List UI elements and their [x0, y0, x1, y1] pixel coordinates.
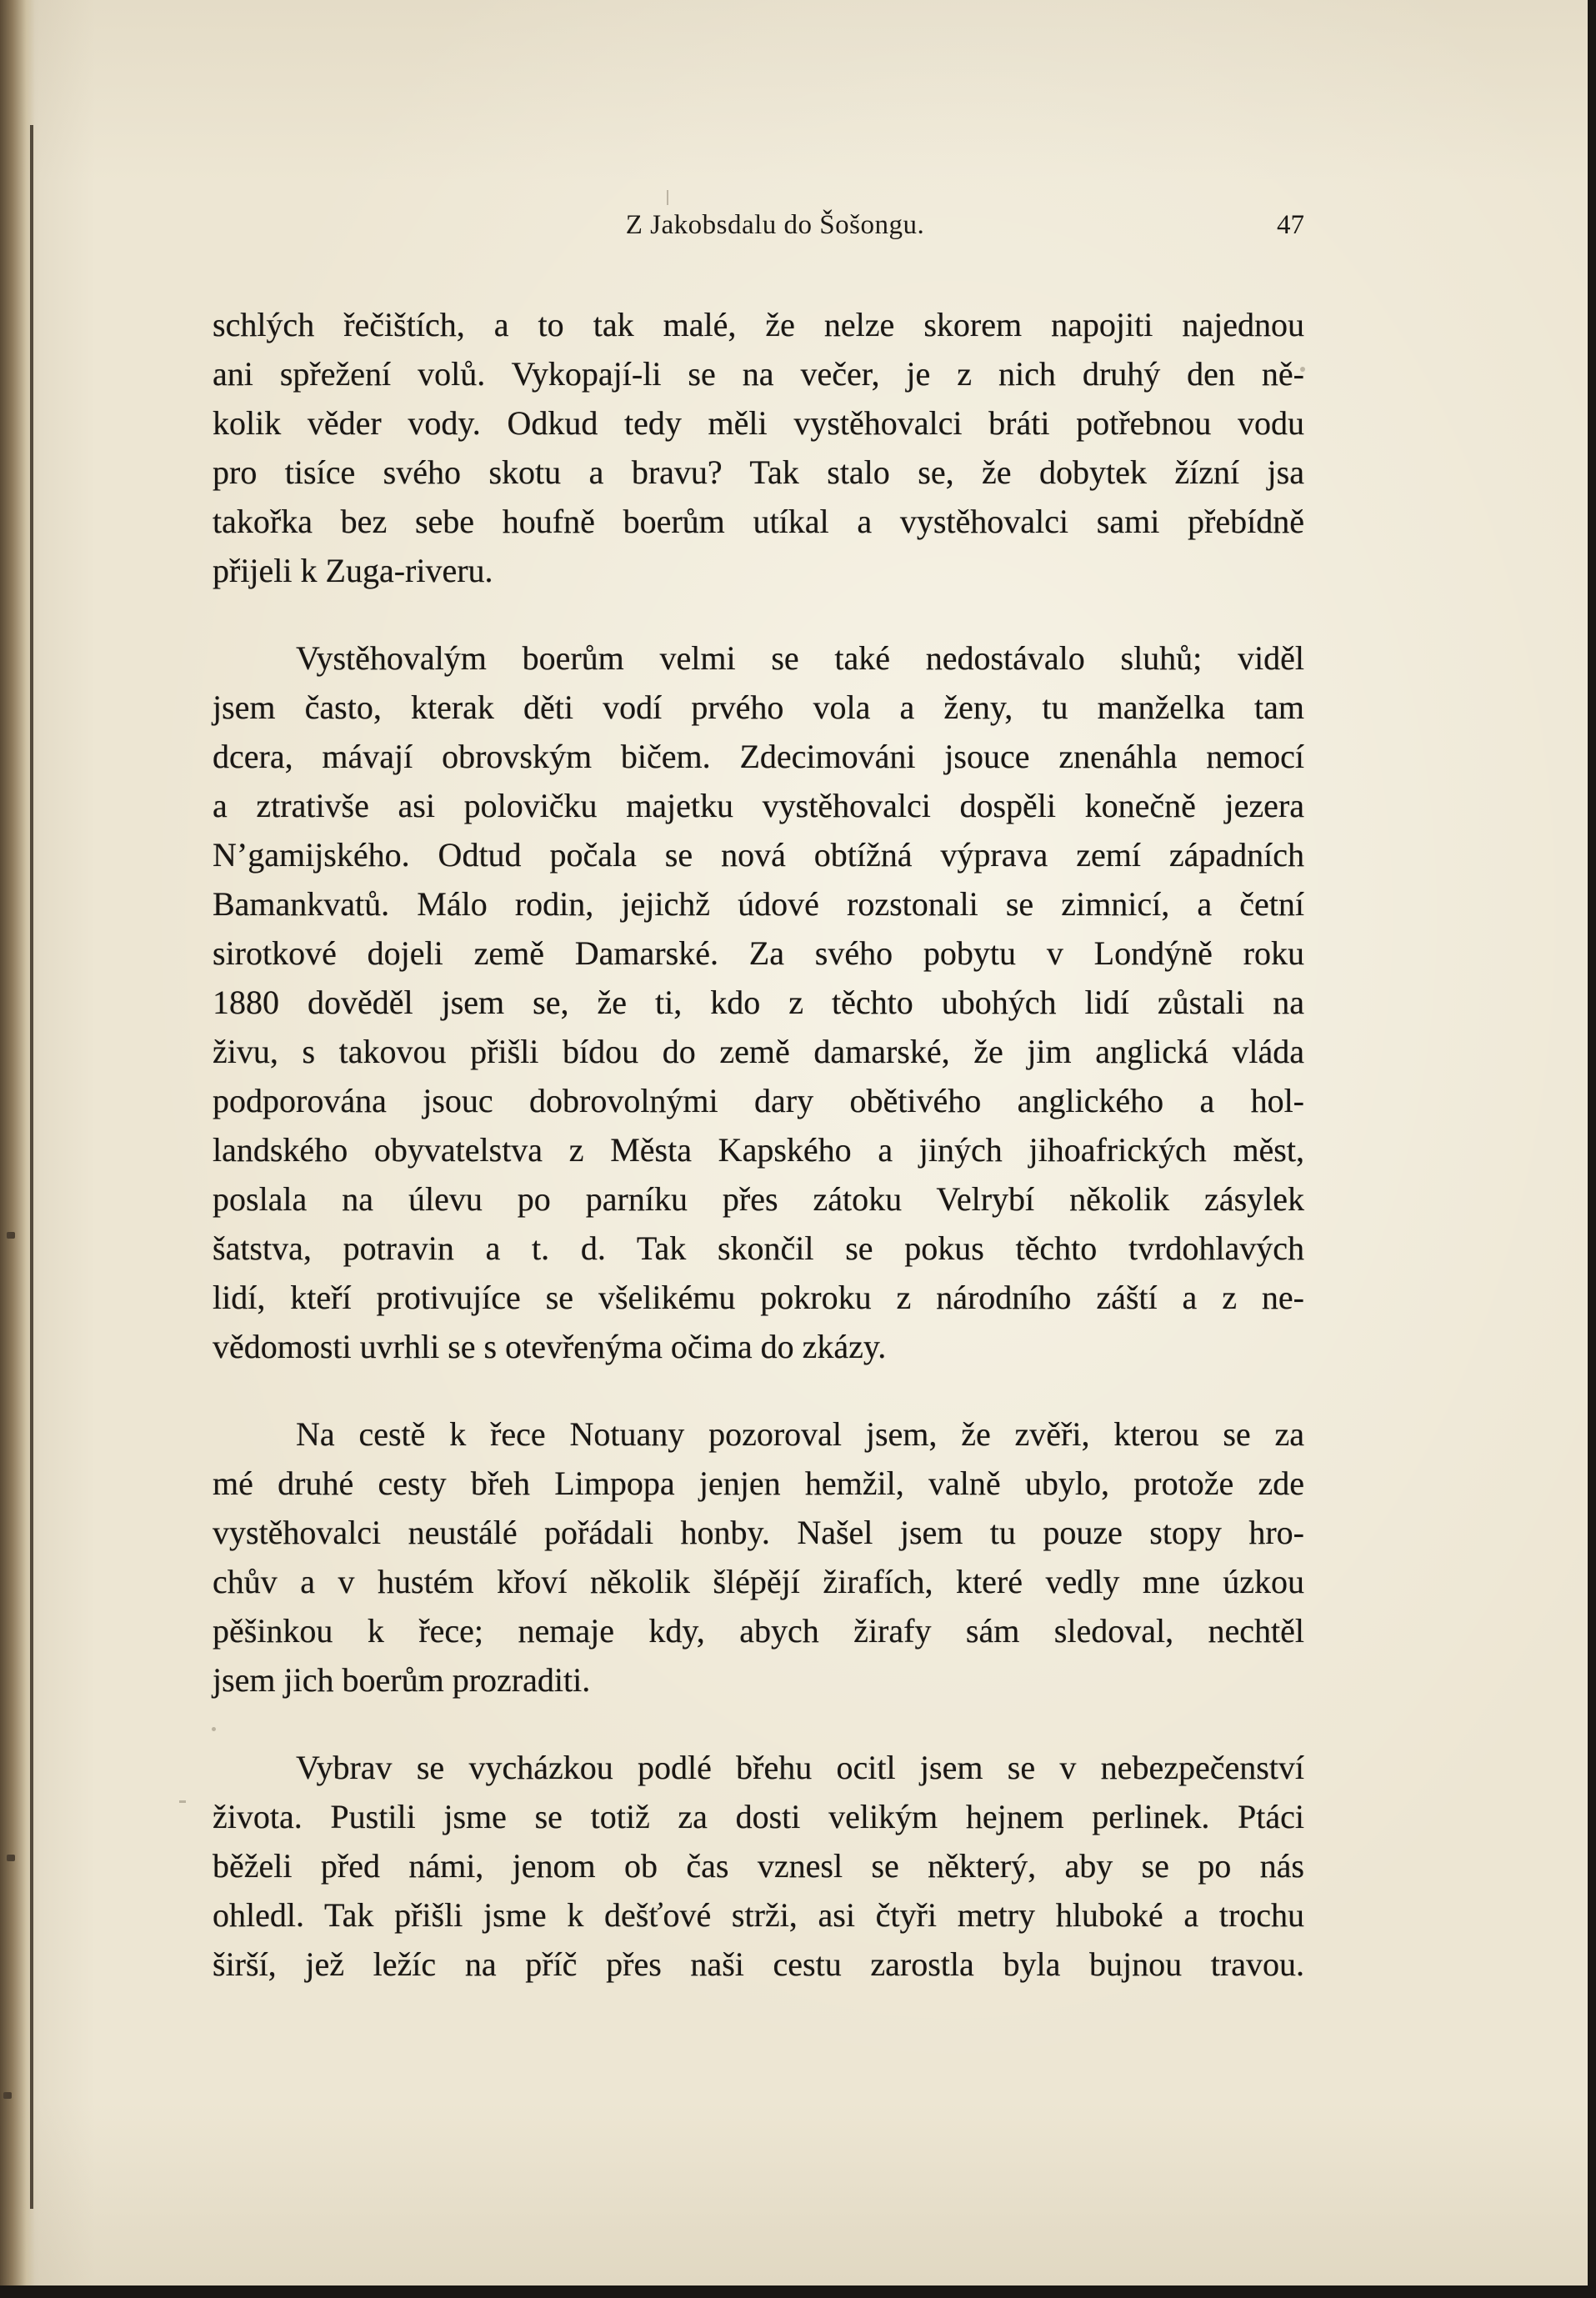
- binding-mark: [7, 1232, 15, 1239]
- text-line: širší, jež ležíc na příč přes naši cestu zarostla byla bujnou travou.: [213, 1945, 1304, 1983]
- paragraph-1: [213, 300, 1304, 595]
- paragraph-4: [213, 1743, 1304, 1989]
- text-line: sirotkové dojeli země Damarské. Za svého pobytu v Londýně roku: [213, 934, 1304, 972]
- text-line: vystěhovalci neustálé pořádali honby. Našel jsem tu pouze stopy hro-: [213, 1514, 1304, 1551]
- text-line: schlých řečištích, a to tak malé, že nelze skorem napojiti najednou: [213, 306, 1304, 343]
- running-title: Z Jakobsdalu do Šošongu.: [625, 210, 925, 240]
- text-line: Vybrav se vycházkou podlé břehu ocitl jsem se v nebezpečenství: [296, 1749, 1304, 1786]
- scan-border-right: [1588, 0, 1596, 2298]
- text-line: vědomosti uvrhli se s otevřenýma očima do zkázy.: [213, 1328, 887, 1365]
- text-line: pěšinkou k řece; nemaje kdy, abych žirafy sám sledoval, nechtěl: [213, 1612, 1304, 1650]
- text-line: mé druhé cesty břeh Limpopa jenjen hemžil, valně ubylo, protože zde: [213, 1464, 1304, 1502]
- text-line: běželi před námi, jenom ob čas vznesl se některý, aby se po nás: [213, 1847, 1304, 1885]
- text-line: Bamankvatů. Málo rodin, jejichž údové rozstonali se zimnicí, a četní: [213, 885, 1304, 923]
- running-head: [213, 210, 1304, 252]
- text-line: šatstva, potravin a t. d. Tak skončil se pokus těchto tvrdohlavých: [213, 1229, 1304, 1267]
- paragraph-2: [213, 633, 1304, 1371]
- text-line: přijeli k Zuga-riveru.: [213, 552, 493, 589]
- body-text: [213, 300, 1304, 1989]
- text-line: dcera, mávají obrovským bičem. Zdecimováni jsouce znenáhla nemocí: [213, 738, 1304, 775]
- text-line: poslala na úlevu po parníku přes zátoku Velrybí několik zásylek: [213, 1180, 1304, 1218]
- text-line: jsem často, kterak děti vodí prvého vola a ženy, tu manželka tam: [213, 688, 1304, 726]
- text-line: landského obyvatelstva z Města Kapského a jiných jihoafrických měst,: [213, 1131, 1304, 1169]
- text-line: chův a v hustém křoví několik šlépějí žirafích, které vedly mne úzkou: [213, 1563, 1304, 1600]
- binding-mark: [3, 2092, 12, 2099]
- text-line: N’gamijského. Odtud počala se nová obtížná výprava zemí západních: [213, 836, 1304, 874]
- text-line: života. Pustili jsme se totiž za dosti velikým hejnem perlinek. Ptáci: [213, 1798, 1304, 1835]
- text-line: lidí, kteří protivujíce se všelikému pokroku z národního záští a z ne-: [213, 1279, 1304, 1316]
- binding-fold-line: [30, 125, 33, 2209]
- paragraph-gap: [213, 595, 1304, 633]
- scan-border-bottom: [0, 2285, 1596, 2298]
- binding-mark: [7, 1855, 15, 1861]
- page-number: 47: [1277, 210, 1304, 240]
- text-line: ohledl. Tak přišli jsme k dešťové strži, asi čtyři metry hluboké a trochu: [213, 1896, 1304, 1934]
- text-line: 1880 dověděl jsem se, že ti, kdo z těchto ubohých lidí zůstali na: [213, 984, 1304, 1021]
- paper-speck: [667, 190, 668, 205]
- text-line: Na cestě k řece Notuany pozoroval jsem, že zvěři, kterou se za: [296, 1415, 1304, 1453]
- paragraph-3: [213, 1409, 1304, 1705]
- text-line: a ztrativše asi polovičku majetku vystěhovalci dospěli konečně jezera: [213, 787, 1304, 824]
- paper-speck: [179, 1800, 186, 1803]
- text-line: ani spřežení volů. Vykopají-li se na večer, je z nich druhý den ně-: [213, 355, 1304, 393]
- text-line: takořka bez sebe houfně boerům utíkal a vystěhovalci sami přebídně: [213, 503, 1304, 540]
- text-line: kolik věder vody. Odkud tedy měli vystěhovalci bráti potřebnou vodu: [213, 404, 1304, 442]
- paragraph-gap: [213, 1371, 1304, 1409]
- text-line: podporována jsouc dobrovolnými dary obětivého anglického a hol-: [213, 1082, 1304, 1119]
- text-line: Vystěhovalým boerům velmi se také nedostávalo sluhů; viděl: [296, 639, 1304, 677]
- paragraph-gap: [213, 1705, 1304, 1743]
- text-line: jsem jich boerům prozraditi.: [213, 1661, 591, 1699]
- text-line: pro tisíce svého skotu a bravu? Tak stalo se, že dobytek žízní jsa: [213, 453, 1304, 491]
- text-line: živu, s takovou přišli bídou do země damarské, že jim anglická vláda: [213, 1033, 1304, 1070]
